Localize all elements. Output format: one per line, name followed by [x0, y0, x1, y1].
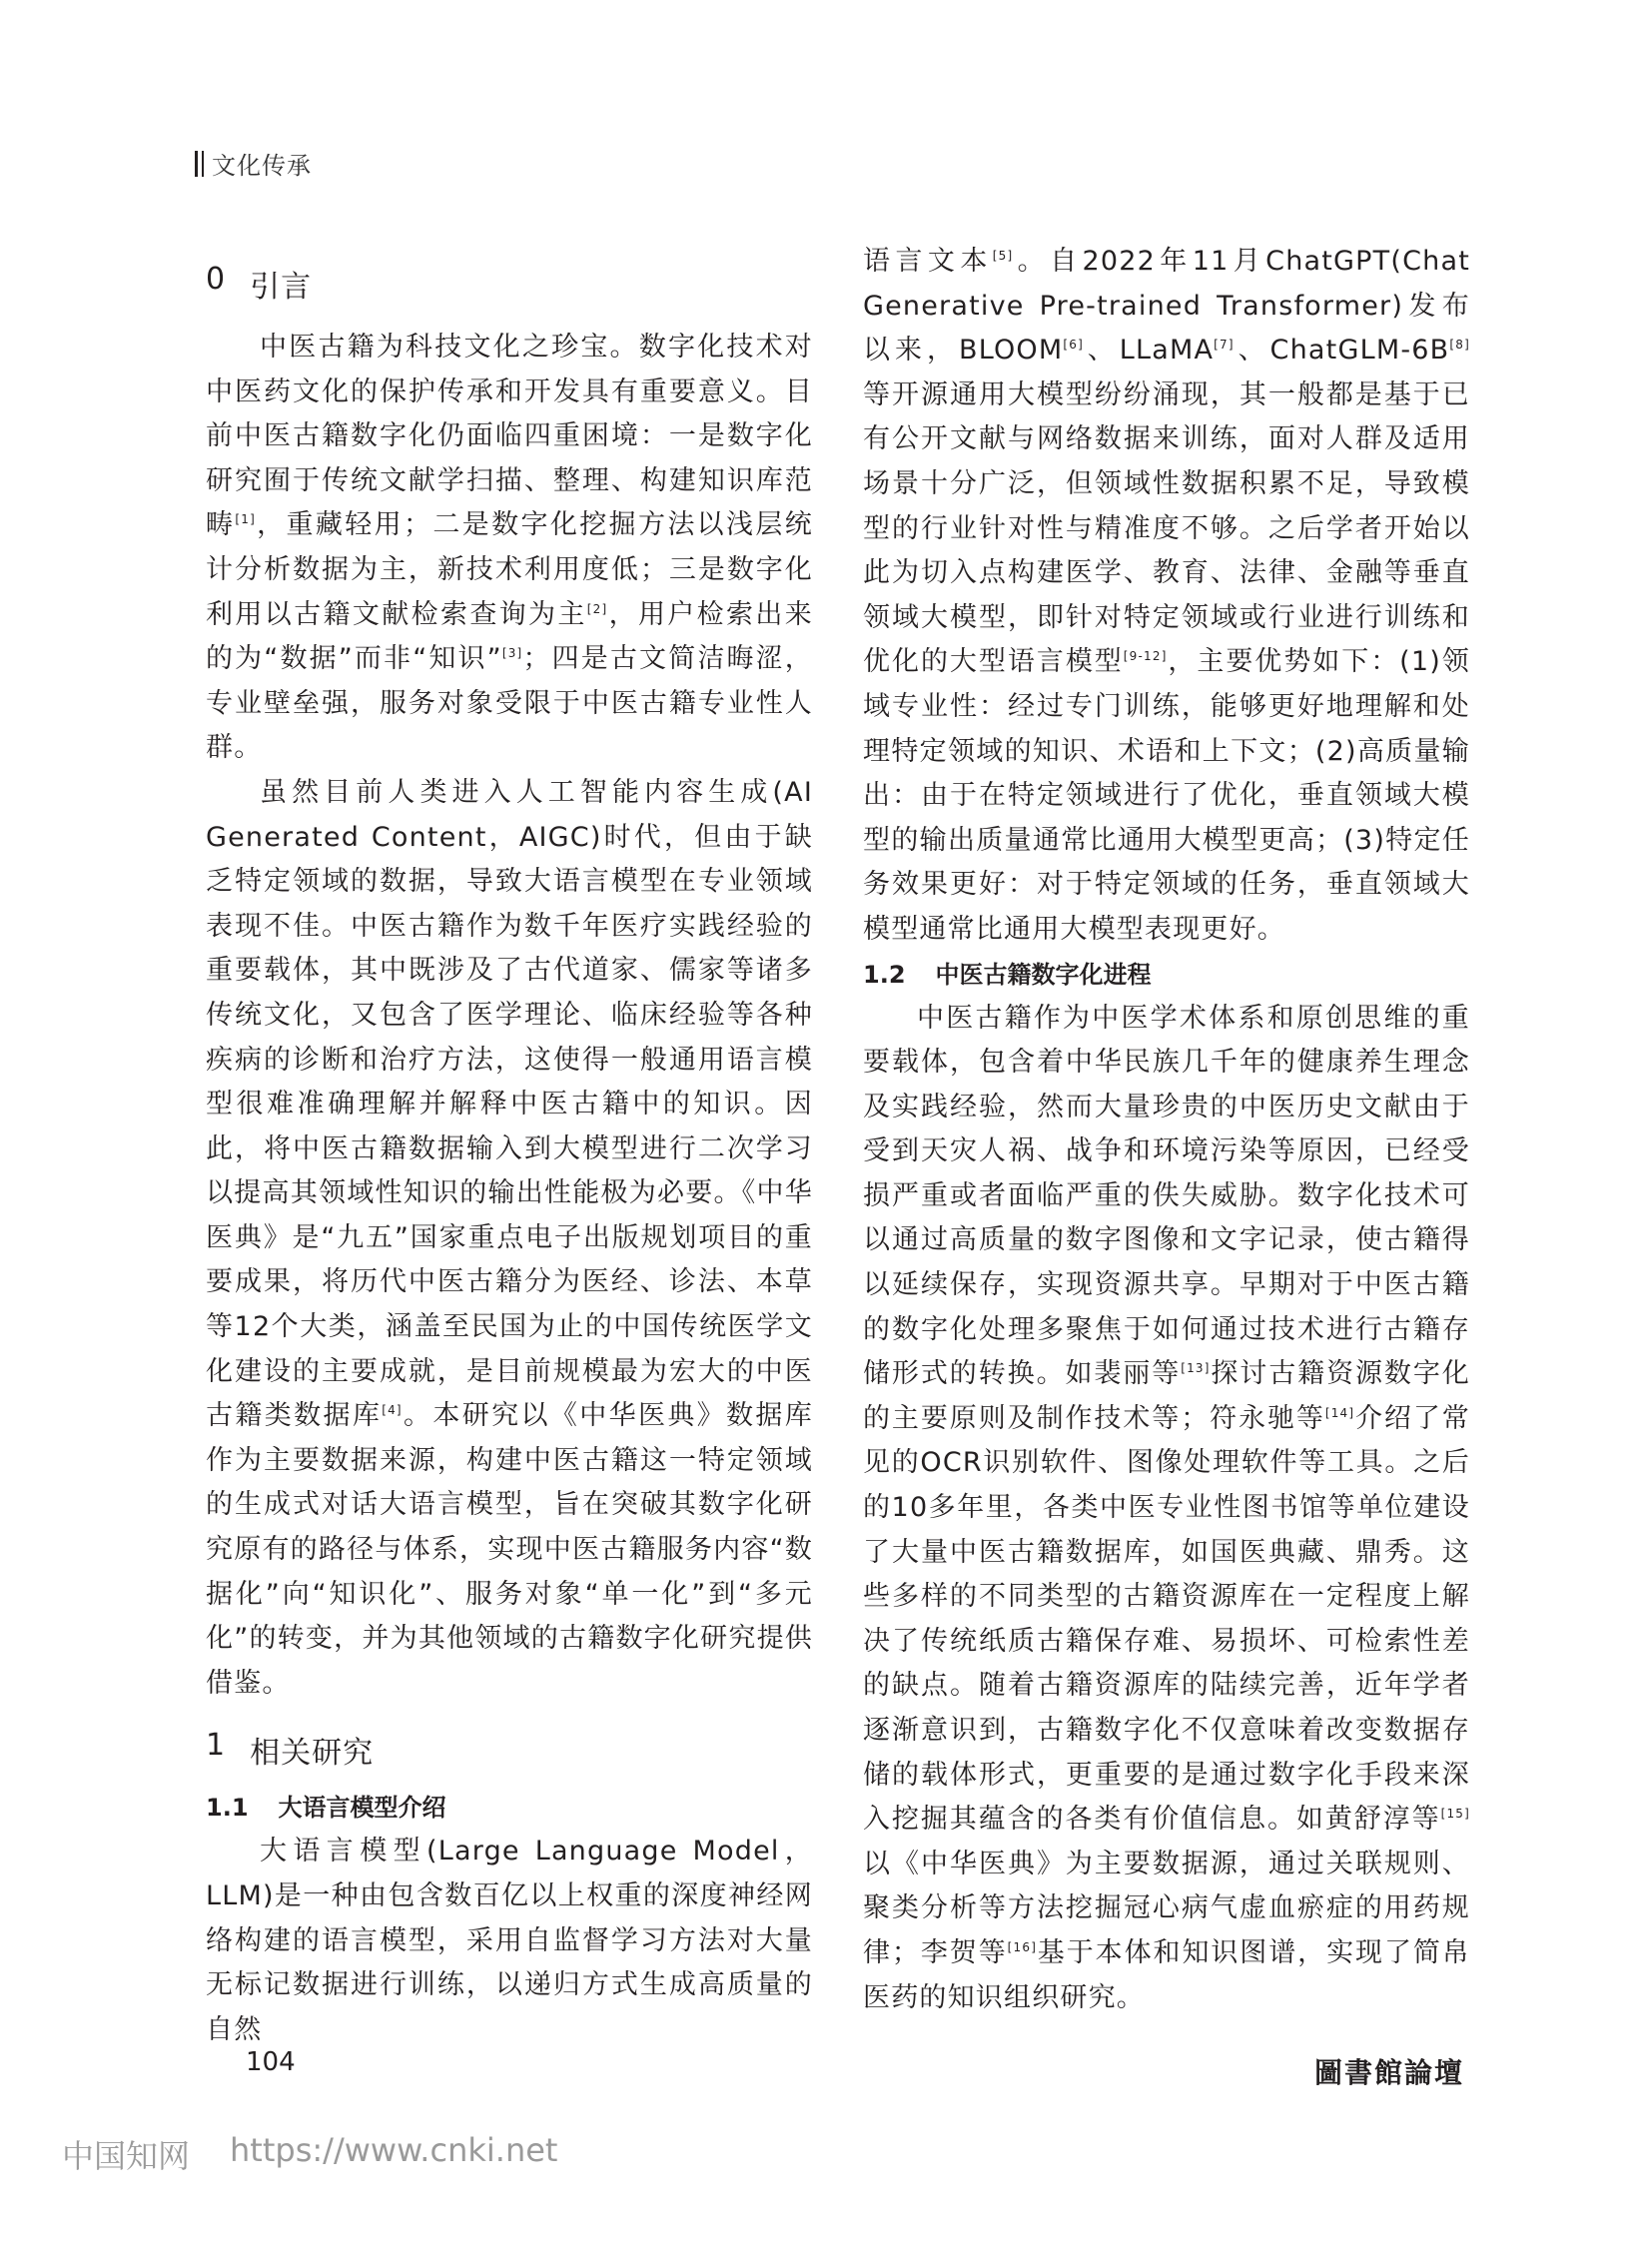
section-tag: [195, 146, 312, 181]
text-run: 等开源通用大模型纷纷涌现，其一般都是基于已有公开文献与网络数据来训练，面对人群及适用场景十分广泛，但领域性数据积累不足，导致模型的行业针对性与精准度不够。之后学者开始以此为切入点构建医学、教育、法律、金融等垂直领域大模型，即针对特定领域或行业进行训练和优化的大型语言模型: [863, 378, 1470, 678]
subsection-heading-1-1: [206, 1786, 813, 1830]
text-run: ，重藏轻用；二是数字化挖掘方法以浅层统计分析数据为主，新技术利用度低；三是数字化利用以古籍文献检索查询为主: [206, 509, 813, 630]
paragraph: [206, 326, 813, 771]
tag-bars-icon: [195, 151, 204, 177]
citation-ref: [16]: [1007, 1939, 1038, 1954]
citation-ref: [7]: [1214, 338, 1235, 353]
journal-logo: 圖書館論壇: [1314, 2056, 1465, 2089]
page-number: 104: [246, 2047, 296, 2077]
paragraph: [206, 1830, 813, 2052]
section-number: 1: [206, 1728, 227, 1764]
citation-ref: [5]: [992, 249, 1014, 263]
left-column: [206, 262, 813, 2052]
section-heading-0: [206, 262, 813, 306]
citation-ref: [6]: [1063, 338, 1084, 353]
subsection-title: 中医古籍数字化进程: [935, 960, 1152, 989]
watermark: [62, 2131, 557, 2177]
citation-ref: [14]: [1324, 1405, 1355, 1420]
section-title: 相关研究: [250, 1736, 375, 1772]
paragraph: [863, 240, 1470, 953]
paragraph: [206, 771, 813, 1706]
text-run: 。自2022年11月ChatGPT(Chat Generative Pre-trained Transformer)发布以来，BLOOM: [863, 246, 1470, 367]
text-run: 基于本体和知识图谱，实现了简帛医药的知识组织研究。: [863, 1936, 1470, 2013]
citation-ref: [4]: [382, 1403, 403, 1418]
citation-ref: [9-12]: [1123, 649, 1168, 664]
text-run: ，主要优势如下：(1)领域专业性：经过专门训练，能够更好地理解和处理特定领域的知识、术语和上下文；(2)高质量输出：由于在特定领域进行了优化，垂直领域大模型的输出质量通常比通用大模型更高；(3)特定任务效果更好：对于特定领域的任务，垂直领域大模型通常比通用大模型表现更好。: [863, 646, 1470, 945]
section-tag-label: 文化传承: [212, 152, 312, 180]
subsection-number: 1.1: [206, 1794, 249, 1823]
section-number: 0: [206, 262, 227, 297]
subsection-heading-1-2: [863, 953, 1470, 997]
citation-ref: [15]: [1440, 1807, 1470, 1822]
text-run: 大语言模型(Large Language Model，LLM)是一种由包含数百亿以上权重的深度神经网络构建的语言模型，采用自监督学习方法对大量无标记数据进行训练，以递归方式生成高质量的自然: [206, 1836, 813, 2045]
citation-ref: [2]: [586, 601, 608, 616]
text-run: 探讨古籍资源数字化的主要原则及制作技术等；符永驰等: [863, 1358, 1470, 1434]
section-title: 引言: [250, 270, 313, 305]
text-run: 。本研究以《中华医典》数据库作为主要数据来源，构建中医古籍这一特定领域的生成式对话大语言模型，旨在突破其数字化研究原有的路径与体系，实现中医古籍服务内容“数据化”向“知识化”、服务对象“单一化”到“多元化”的转变，并为其他领域的古籍数字化研究提供借鉴。: [206, 1400, 813, 1699]
text-run: ，用户检索出来的为“数据”而非“知识”: [206, 598, 813, 675]
text-run: 语言文本: [863, 246, 993, 277]
right-column: [863, 240, 1470, 2020]
watermark-url: https://www.cnki.net: [230, 2131, 558, 2169]
text-run: 介绍了常见的OCR识别软件、图像处理软件等工具。之后的10多年里，各类中医专业性图书馆等单位建设了大量中医古籍数据库，如国医典藏、鼎秀。这些多样的不同类型的古籍资源库在一定程度上解决了传统纸质古籍保存难、易损坏、可检索性差的缺点。随着古籍资源库的陆续完善，近年学者逐渐意识到，古籍数字化不仅意味着改变数据存储的载体形式，更重要的是通过数字化手段来深入挖掘其蕴含的各类有价值信息。如黄舒淳等: [863, 1402, 1470, 1836]
text-run: 以《中华医典》为主要数据源，通过关联规则、聚类分析等方法挖掘冠心病气虚血瘀症的用药规律；李贺等: [863, 1848, 1470, 1968]
text-run: 虽然目前人类进入人工智能内容生成(AI Generated Content，AIGC)时代，但由于缺乏特定领域的数据，导致大语言模型在专业领域表现不佳。中医古籍作为数千年医疗实践经验的重要载体，其中既涉及了古代道家、儒家等诸多传统文化，又包含了医学理论、临床经验等各种疾病的诊断和治疗方法，这使得一般通用语言模型很难准确理解并解释中医古籍中的知识。因此，将中医古籍数据输入到大模型进行二次学习以提高其领域性知识的输出性能极为必要。《中华医典》是“九五”国家重点电子出版规划项目的重要成果，将历代中医古籍分为医经、诊法、本草等12个大类，涵盖至民国为止的中国传统医学文化建设的主要成就，是目前规模最为宏大的中医古籍类数据库: [206, 776, 813, 1432]
subsection-number: 1.2: [863, 960, 906, 989]
subsection-title: 大语言模型介绍: [278, 1794, 446, 1823]
citation-ref: [1]: [235, 512, 256, 527]
citation-ref: [13]: [1181, 1361, 1211, 1376]
watermark-brand: 中国知网: [62, 2137, 191, 2175]
section-heading-1: [206, 1728, 813, 1772]
paragraph: [863, 997, 1470, 2021]
text-run: ；四是古文简洁晦涩，专业壁垒强，服务对象受限于中医古籍专业性人群。: [206, 643, 814, 764]
text-run: 、ChatGLM-6B: [1234, 335, 1450, 367]
text-run: 中医古籍为科技文化之珍宝。数字化技术对中医药文化的保护传承和开发具有重要意义。目前中医古籍数字化仍面临四重困境：一是数字化研究囿于传统文献学扫描、整理、构建知识库范畴: [206, 332, 813, 541]
citation-ref: [3]: [501, 646, 523, 661]
text-run: 、LLaMA: [1083, 335, 1215, 367]
citation-ref: [8]: [1449, 338, 1470, 353]
text-run: 中医古籍作为中医学术体系和原创思维的重要载体，包含着中华民族几千年的健康养生理念及实践经验，然而大量珍贵的中医历史文献由于受到天灾人祸、战争和环境污染等原因，已经受损严重或者面临严重的佚失威胁。数字化技术可以通过高质量的数字图像和文字记录，使古籍得以延续保存，实现资源共享。早期对于中医古籍的数字化处理多聚焦于如何通过技术进行古籍存储形式的转换。如裴丽等: [863, 1002, 1470, 1390]
